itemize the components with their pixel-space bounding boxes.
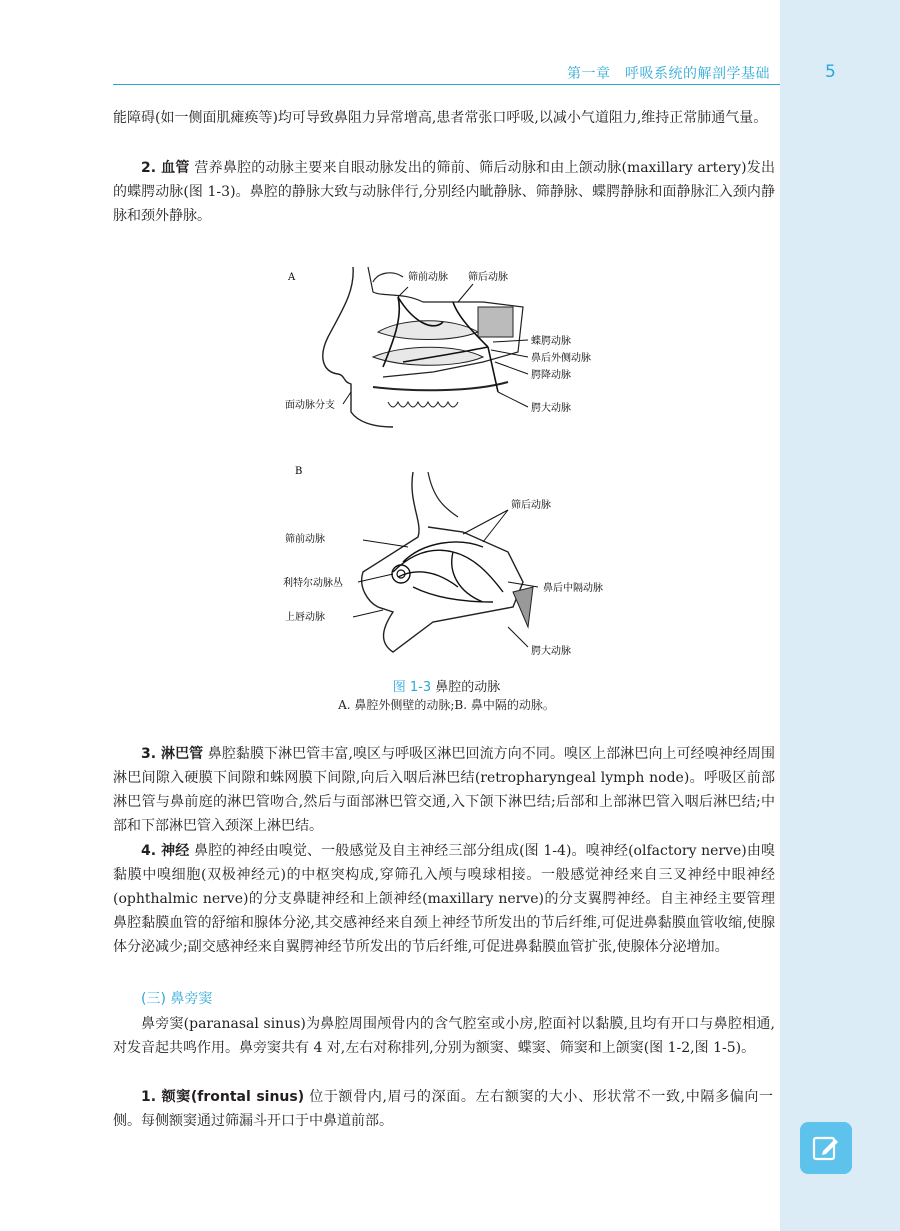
- label-b-posterior-ethmoidal: 筛后动脉: [511, 500, 551, 511]
- label-b-superior-labial: 上唇动脉: [285, 612, 325, 623]
- label-a-anterior-ethmoidal: 筛前动脉: [408, 272, 448, 283]
- label-b-greater-palatine: 腭大动脉: [531, 646, 571, 657]
- caption-title: 鼻腔的动脉: [435, 680, 501, 695]
- label-a-facial-branch: 面动脉分支: [285, 400, 335, 411]
- paragraph-text: 能障碍(如一侧面肌瘫痪等)均可导致鼻阻力异常增高,患者常张口呼吸,以减小气道阻力,维持正常肺通气量。: [113, 110, 768, 126]
- figure-panel-b: [283, 462, 613, 662]
- side-band: [780, 0, 900, 1231]
- label-a-descending-palatine: 腭降动脉: [531, 370, 571, 381]
- label-b-anterior-ethmoidal: 筛前动脉: [285, 534, 325, 545]
- paragraph-nerves: [113, 839, 775, 959]
- paragraph-text: 位于额骨内,眉弓的深面。左右额窦的大小、形状常不一致,中隔多偏向一侧。每侧额窦通过筛漏斗开口于中鼻道前部。: [113, 1089, 773, 1129]
- figure-caption: [113, 676, 780, 695]
- section-title: (三) 鼻旁窦: [141, 991, 213, 1007]
- figure-subcaption: [113, 696, 780, 713]
- paragraph-vessels: [113, 156, 775, 228]
- paragraph-text: 鼻腔的神经由嗅觉、一般感觉及自主神经三部分组成(图 1-4)。嗅神经(olfactory nerve)由嗅黏膜中嗅细胞(双极神经元)的中枢突构成,穿筛孔入颅与嗅球相接。一般感觉神经来自三叉神经中眼神经(ophthalmic nerve)的分支鼻睫神经和上颌神经(maxillary nerve)的分支翼腭神经。自主神经主要管理鼻腔黏膜血管的舒缩和腺体分泌,其交感神经来自颈上神经节所发出的节后纤维,可促进鼻黏膜血管收缩,使腺体分泌减少;副交感神经来自翼腭神经节所发出的节后纤维,可促进鼻黏膜血管扩张,使腺体分泌增加。: [113, 843, 775, 955]
- panel-a-letter: A: [288, 272, 296, 283]
- paragraph-heading: 2. 血管: [141, 160, 190, 176]
- paragraph-continued: [113, 106, 775, 130]
- paragraph-frontal-sinus: [113, 1085, 773, 1133]
- label-b-posterior-septal: 鼻后中隔动脉: [543, 583, 603, 594]
- label-a-posterior-ethmoidal: 筛后动脉: [468, 272, 508, 283]
- label-a-posterior-lateral-nasal: 鼻后外侧动脉: [531, 353, 591, 364]
- page-number: 5: [825, 62, 836, 82]
- paragraph-sinus: [113, 1012, 775, 1060]
- chapter-title: 第一章 呼吸系统的解剖学基础: [567, 66, 770, 82]
- paragraph-text: 鼻腔黏膜下淋巴管丰富,嗅区与呼吸区淋巴回流方向不同。嗅区上部淋巴向上可经嗅神经周围淋巴间隙入硬膜下间隙和蛛网膜下间隙,向后入咽后淋巴结(retropharyngeal lymph node)。呼吸区前部淋巴管与鼻前庭的淋巴管吻合,然后与面部淋巴管交通,入下颌下淋巴结;后部和上部淋巴管入咽后淋巴结;中部和下部淋巴管入颈深上淋巴结。: [113, 746, 776, 834]
- edit-note-icon: [811, 1133, 841, 1163]
- section-heading-sinus: [113, 987, 775, 1011]
- note-button[interactable]: [800, 1122, 852, 1174]
- caption-subtitle: A. 鼻腔外侧壁的动脉;B. 鼻中隔的动脉。: [338, 698, 555, 712]
- label-a-sphenopalatine: 蝶腭动脉: [531, 336, 571, 347]
- paragraph-heading: 4. 神经: [141, 843, 190, 859]
- paragraph-text: 营养鼻腔的动脉主要来自眼动脉发出的筛前、筛后动脉和由上颌动脉(maxillary artery)发出的蝶腭动脉(图 1-3)。鼻腔的静脉大致与动脉伴行,分别经内眦静脉、筛静脉、蝶腭静脉和面静脉汇入颈内静脉和颈外静脉。: [113, 160, 776, 224]
- caption-number: 图 1-3: [392, 680, 432, 695]
- paragraph-text: 鼻旁窦(paranasal sinus)为鼻腔周围颅骨内的含气腔室或小房,腔面衬以黏膜,且均有开口与鼻腔相通,对发音起共鸣作用。鼻旁窦共有 4 对,左右对称排列,分别为额窦、蝶窦、筛窦和上颌窦(图 1-2,图 1-5)。: [113, 1016, 775, 1056]
- panel-b-letter: B: [295, 466, 303, 477]
- label-b-kiesselbach: 利特尔动脉丛: [283, 578, 343, 589]
- paragraph-lymph: [113, 742, 775, 838]
- paragraph-heading: 3. 淋巴管: [141, 746, 204, 762]
- paragraph-heading: 1. 额窦(frontal sinus): [141, 1089, 305, 1105]
- label-a-greater-palatine: 腭大动脉: [531, 403, 571, 414]
- figure-panel-a: [283, 262, 613, 437]
- header-rule: [113, 84, 780, 85]
